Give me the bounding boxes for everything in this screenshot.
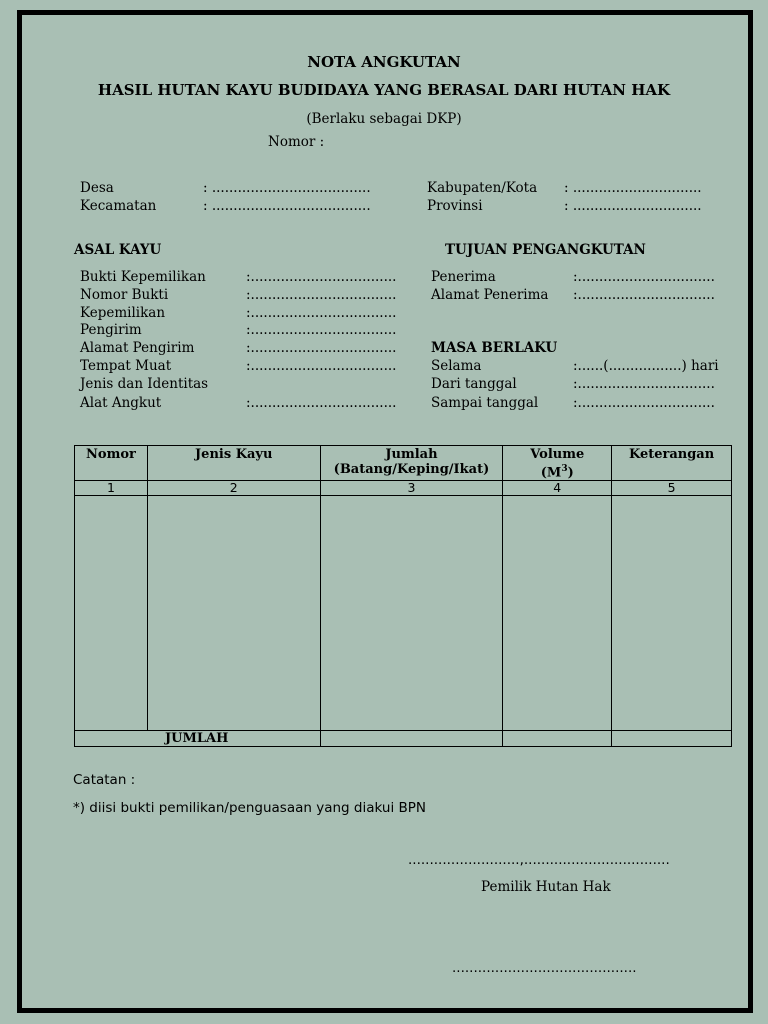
- asal-label-nomor-bukti: Nomor Bukti: [80, 287, 169, 303]
- asal-field-nomor-bukti[interactable]: :..................................: [246, 287, 397, 303]
- signer-role: Pemilik Hutan Hak: [481, 879, 611, 895]
- place-date-line[interactable]: ..........................,..................................: [408, 852, 670, 868]
- header-nomor: Nomor: [75, 446, 148, 481]
- selama-label: Selama: [431, 358, 482, 374]
- sampai-tanggal-field[interactable]: :................................: [573, 395, 715, 411]
- timber-table: [74, 445, 732, 747]
- asal-label-tempat-muat: Tempat Muat: [80, 358, 172, 374]
- header-volume-sup: 3: [561, 464, 568, 474]
- dkp-note: (Berlaku sebagai DKP): [306, 111, 462, 127]
- asal-field-tempat-muat[interactable]: :..................................: [246, 358, 397, 374]
- asal-label-alamat: Alamat Pengirim: [80, 340, 195, 356]
- kabupaten-field[interactable]: : ..............................: [564, 180, 702, 196]
- header-jumlah-line1: Jumlah: [385, 447, 438, 462]
- header-volume: [503, 446, 612, 481]
- total-jumlah[interactable]: [320, 731, 503, 747]
- header-jenis-kayu: Jenis Kayu: [147, 446, 320, 481]
- asal-label-kepemilikan: Kepemilikan: [80, 305, 166, 321]
- cell-volume[interactable]: [503, 496, 612, 731]
- penerima-field[interactable]: :................................: [573, 269, 715, 285]
- masa-berlaku-heading: MASA BERLAKU: [431, 340, 558, 356]
- col-number-3: 3: [320, 481, 503, 496]
- asal-field-alat-angkut[interactable]: :..................................: [246, 395, 397, 411]
- footnote: *) diisi bukti pemilikan/penguasaan yang diakui BPN: [73, 800, 426, 816]
- header-volume-line1: Volume: [530, 447, 585, 462]
- penerima-label: Penerima: [431, 269, 496, 285]
- nomor-label: Nomor :: [268, 134, 325, 150]
- asal-kayu-heading: ASAL KAYU: [74, 242, 162, 258]
- col-number-5: 5: [612, 481, 732, 496]
- alamat-penerima-field[interactable]: :................................: [573, 287, 715, 303]
- provinsi-label: Provinsi: [427, 198, 483, 214]
- total-label: JUMLAH: [75, 731, 321, 747]
- desa-field[interactable]: : .....................................: [203, 180, 371, 196]
- asal-field-bukti[interactable]: :..................................: [246, 269, 397, 285]
- header-jumlah-line2: (Batang/Keping/Ikat): [333, 462, 490, 477]
- cell-keterangan[interactable]: [612, 496, 732, 731]
- alamat-penerima-label: Alamat Penerima: [431, 287, 549, 303]
- total-keterangan[interactable]: [612, 731, 732, 747]
- kecamatan-label: Kecamatan: [80, 198, 157, 214]
- asal-label-bukti: Bukti Kepemilikan: [80, 269, 206, 285]
- catatan-label: Catatan :: [73, 772, 136, 788]
- cell-jenis-kayu[interactable]: [147, 496, 320, 731]
- asal-field-kepemilikan[interactable]: :..................................: [246, 305, 397, 321]
- header-jumlah: [320, 446, 503, 481]
- total-volume[interactable]: [503, 731, 612, 747]
- col-number-1: 1: [75, 481, 148, 496]
- asal-label-alat-angkut: Alat Angkut: [80, 395, 162, 411]
- header-keterangan: Keterangan: [612, 446, 732, 481]
- col-number-2: 2: [147, 481, 320, 496]
- asal-label-jenis-identitas: Jenis dan Identitas: [80, 376, 209, 392]
- header-volume-unit: (M: [540, 465, 562, 481]
- cell-jumlah[interactable]: [320, 496, 503, 731]
- asal-field-pengirim[interactable]: :..................................: [246, 322, 397, 338]
- dari-tanggal-label: Dari tanggal: [431, 376, 517, 392]
- header-volume-close: ): [567, 465, 574, 481]
- asal-label-pengirim: Pengirim: [80, 322, 142, 338]
- asal-field-alamat[interactable]: :..................................: [246, 340, 397, 356]
- desa-label: Desa: [80, 180, 114, 196]
- sampai-tanggal-label: Sampai tanggal: [431, 395, 539, 411]
- kecamatan-field[interactable]: : .....................................: [203, 198, 371, 214]
- document-title: NOTA ANGKUTAN: [307, 53, 461, 71]
- kabupaten-label: Kabupaten/Kota: [427, 180, 538, 196]
- dari-tanggal-field[interactable]: :................................: [573, 376, 715, 392]
- selama-field[interactable]: :......(.................) hari: [573, 358, 719, 374]
- cell-nomor[interactable]: [75, 496, 148, 731]
- provinsi-field[interactable]: : ..............................: [564, 198, 702, 214]
- document-subtitle-main: HASIL HUTAN KAYU BUDIDAYA YANG BERASAL DARI HUTAN HAK: [97, 81, 671, 99]
- col-number-4: 4: [503, 481, 612, 496]
- tujuan-heading: TUJUAN PENGANGKUTAN: [445, 242, 646, 258]
- signer-name-line[interactable]: ...........................................: [452, 960, 637, 976]
